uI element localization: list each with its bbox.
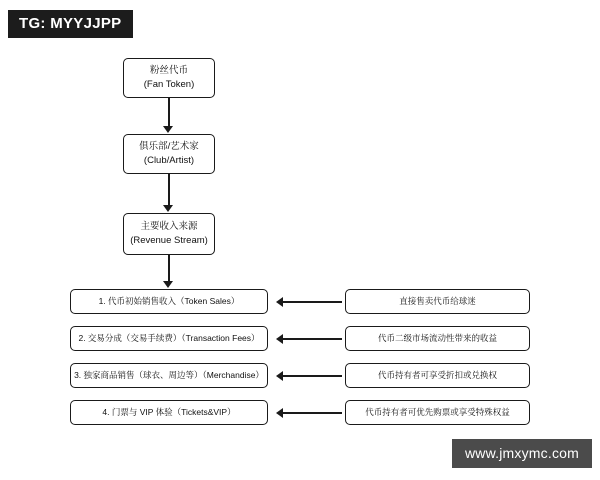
node-club-artist [123,134,215,174]
arrowhead-token-to-club [163,126,173,133]
node-revenue-item-4 [70,400,268,425]
connector-row-2 [283,338,342,340]
connector-row-3 [283,375,342,377]
node-revenue-item-1 [70,289,268,314]
arrowhead-row-3 [276,371,283,381]
arrowhead-row-4 [276,408,283,418]
node-revenue-item-3 [70,363,268,388]
node-detail-3 [345,363,530,388]
connector-row-4 [283,412,342,414]
node-detail-3-label: 代币持有者可享受折扣或兑换权 [377,370,497,381]
node-revenue-stream [123,213,215,255]
node-club-artist-line2: (Club/Artist) [143,155,195,166]
node-revenue-item-3-label: 3. 独家商品销售（球衣、周边等）（Merchandise） [74,370,264,381]
arrowhead-row-2 [276,334,283,344]
tag-badge: TG: MYYJJPP [8,10,133,38]
node-revenue-item-1-label: 1. 代币初始销售收入（Token Sales） [98,296,240,307]
node-fan-token [123,58,215,98]
node-detail-2-label: 代币二级市场流动性带来的收益 [377,333,497,344]
node-detail-4-label: 代币持有者可优先购票或享受特殊权益 [365,407,510,418]
connector-revenue-to-rows [168,255,170,281]
node-revenue-item-4-label: 4. 门票与 VIP 体验（Tickets&VIP） [102,407,236,418]
node-fan-token-line1: 粉丝代币 [149,65,188,77]
node-revenue-item-2 [70,326,268,351]
connector-token-to-club [168,98,170,126]
url-watermark-badge: www.jmxymc.com [452,439,592,468]
node-club-artist-line1: 俱乐部/艺术家 [139,141,199,153]
arrowhead-revenue-to-rows [163,281,173,288]
node-revenue-stream-line1: 主要收入来源 [140,221,198,233]
node-detail-1 [345,289,530,314]
connector-club-to-revenue [168,174,170,205]
node-revenue-item-2-label: 2. 交易分成（交易手续费）（Transaction Fees） [78,333,260,344]
node-revenue-stream-line2: (Revenue Stream) [130,235,208,246]
node-fan-token-line2: (Fan Token) [143,79,195,90]
node-detail-2 [345,326,530,351]
arrowhead-club-to-revenue [163,205,173,212]
node-detail-1-label: 直接售卖代币给球迷 [399,296,476,307]
arrowhead-row-1 [276,297,283,307]
node-detail-4 [345,400,530,425]
connector-row-1 [283,301,342,303]
